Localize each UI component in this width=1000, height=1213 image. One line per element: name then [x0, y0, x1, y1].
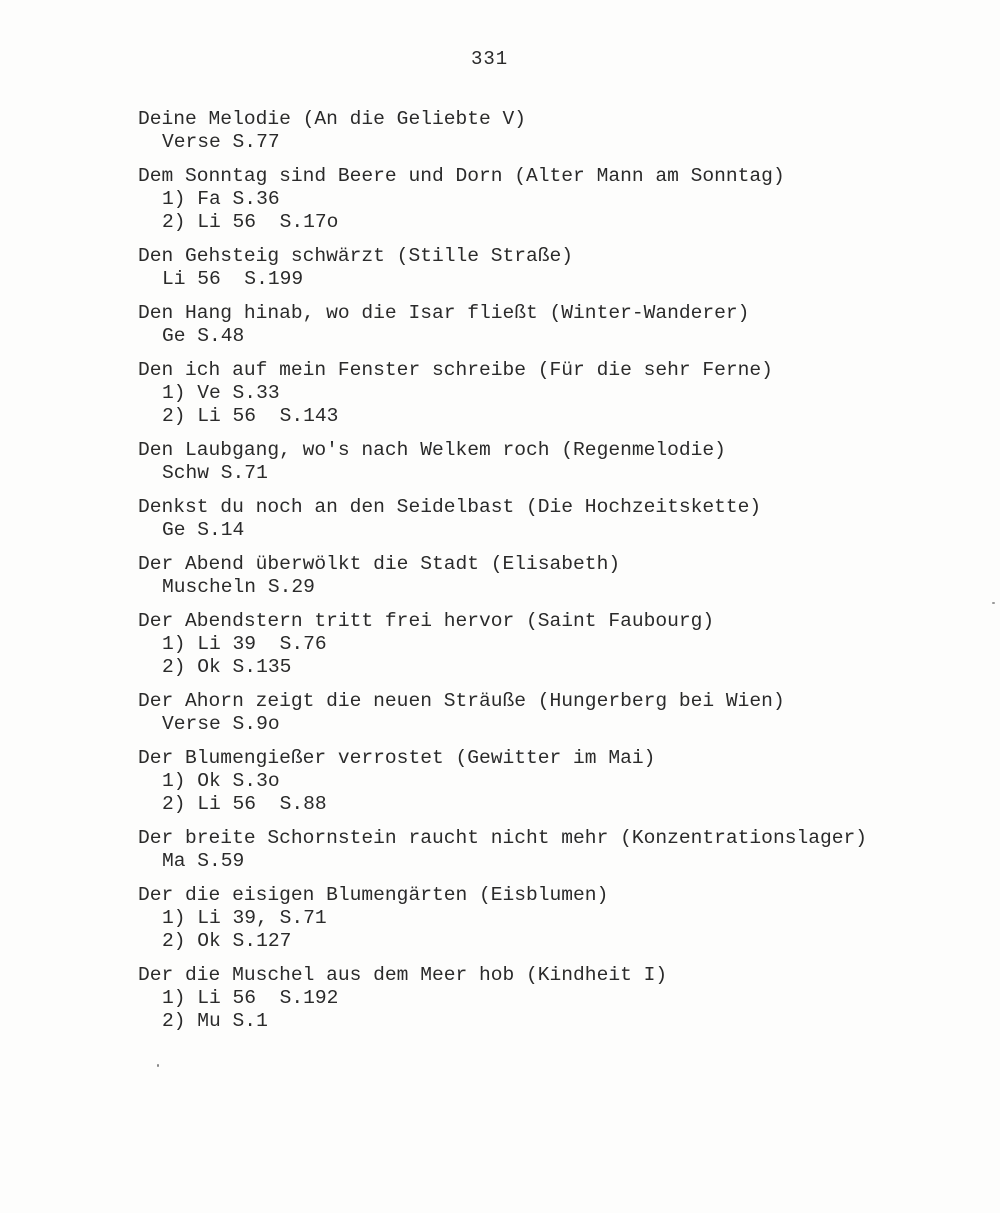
paper-speck	[992, 602, 995, 604]
entry-reference: Muscheln S.29	[162, 576, 315, 598]
entry-reference: Ma S.59	[162, 850, 245, 872]
index-entry	[138, 165, 968, 234]
entry-title: Den Gehsteig schwärzt (Stille Straße)	[138, 245, 574, 267]
index-entry	[138, 747, 968, 816]
entry-reference: 2) Li 56 S.143	[162, 405, 339, 427]
entry-title: Der Abendstern tritt frei hervor (Saint Faubourg)	[138, 610, 715, 632]
index-entries	[138, 108, 968, 1033]
entry-reference: 2) Li 56 S.88	[162, 793, 327, 815]
index-entry	[138, 884, 968, 953]
index-entry	[138, 827, 968, 873]
index-entry	[138, 439, 968, 485]
paper-speck	[157, 1064, 159, 1067]
entry-reference: Schw S.71	[162, 462, 268, 484]
entry-title: Den Hang hinab, wo die Isar fließt (Winter-Wanderer)	[138, 302, 750, 324]
entry-reference: Verse S.9o	[162, 713, 280, 735]
entry-reference: 1) Li 39, S.71	[162, 907, 327, 929]
entry-title: Deine Melodie (An die Geliebte V)	[138, 108, 527, 130]
entry-title: Den ich auf mein Fenster schreibe (Für die sehr Ferne)	[138, 359, 773, 381]
entry-title: Der breite Schornstein raucht nicht mehr (Konzentrationslager)	[138, 827, 868, 849]
entry-reference: 2) Ok S.127	[162, 930, 292, 952]
entry-reference: 1) Ve S.33	[162, 382, 280, 404]
entry-reference: 1) Ok S.3o	[162, 770, 280, 792]
entry-title: Der die eisigen Blumengärten (Eisblumen)	[138, 884, 609, 906]
entry-title: Der Ahorn zeigt die neuen Sträuße (Hungerberg bei Wien)	[138, 690, 785, 712]
index-entry	[138, 245, 968, 291]
entry-title: Dem Sonntag sind Beere und Dorn (Alter Mann am Sonntag)	[138, 165, 785, 187]
index-entry	[138, 690, 968, 736]
entry-reference: 1) Fa S.36	[162, 188, 280, 210]
index-entry	[138, 108, 968, 154]
index-entry	[138, 610, 968, 679]
index-entry	[138, 496, 968, 542]
entry-title: Denkst du noch an den Seidelbast (Die Hochzeitskette)	[138, 496, 762, 518]
index-entry	[138, 964, 968, 1033]
entry-reference: 1) Li 56 S.192	[162, 987, 339, 1009]
entry-title: Der Blumengießer verrostet (Gewitter im Mai)	[138, 747, 656, 769]
entry-reference: Ge S.14	[162, 519, 245, 541]
entry-title: Den Laubgang, wo's nach Welkem roch (Regenmelodie)	[138, 439, 726, 461]
entry-reference: 2) Li 56 S.17o	[162, 211, 339, 233]
entry-reference: Verse S.77	[162, 131, 280, 153]
entry-reference: Li 56 S.199	[162, 268, 304, 290]
entry-reference: Ge S.48	[162, 325, 245, 347]
page-number: 331	[471, 48, 509, 70]
entry-reference: 2) Ok S.135	[162, 656, 292, 678]
index-entry	[138, 359, 968, 428]
entry-reference: 1) Li 39 S.76	[162, 633, 327, 655]
entry-title: Der Abend überwölkt die Stadt (Elisabeth)	[138, 553, 621, 575]
entry-title: Der die Muschel aus dem Meer hob (Kindheit I)	[138, 964, 668, 986]
entry-reference: 2) Mu S.1	[162, 1010, 268, 1032]
index-entry	[138, 553, 968, 599]
index-entry	[138, 302, 968, 348]
